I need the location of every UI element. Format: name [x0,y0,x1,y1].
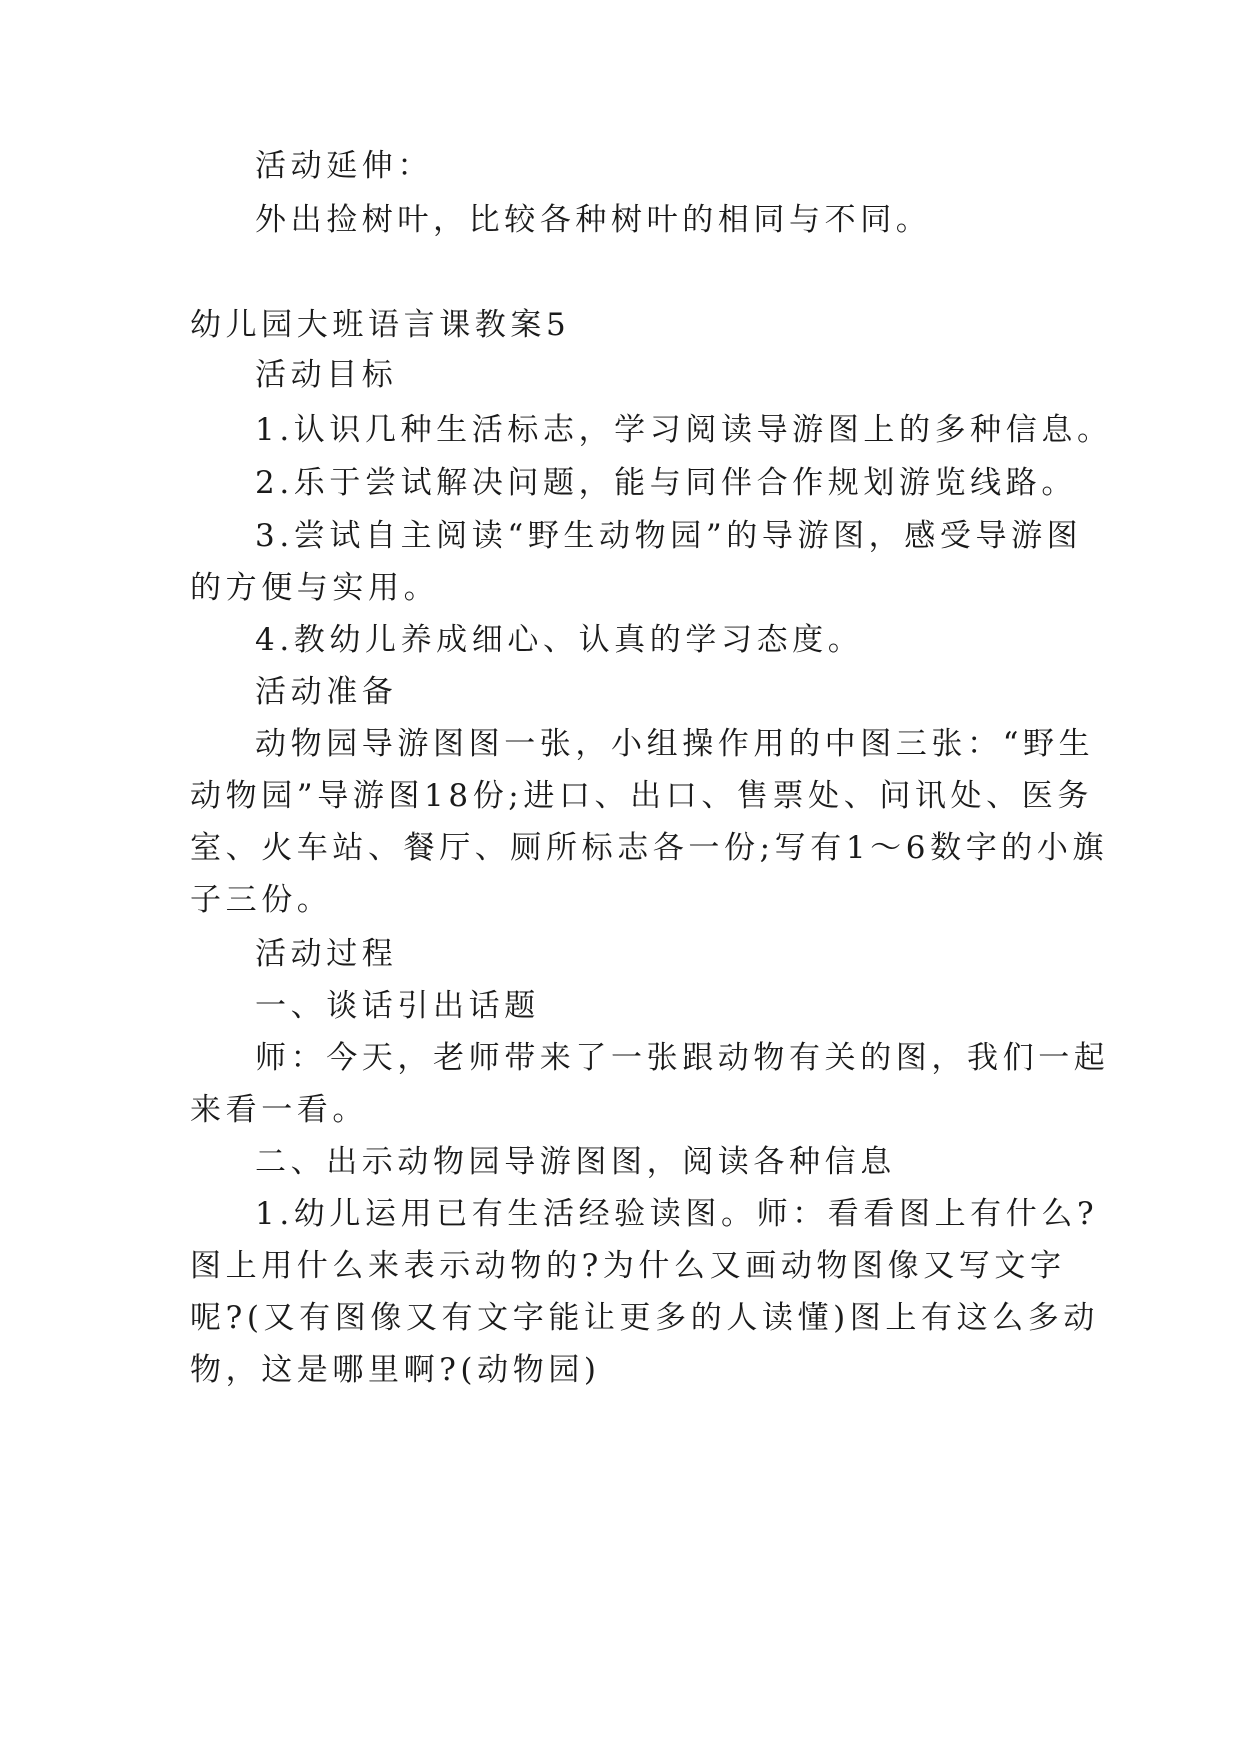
section-heading-goals: 活动目标 [255,357,398,393]
list-item: 4.教幼儿养成细心、认真的学习态度。 [255,622,864,658]
lesson-title: 幼儿园大班语言课教案5 [190,307,571,343]
list-item: 2.乐于尝试解决问题，能与同伴合作规划游览线路。 [255,465,1077,501]
list-item-continuation: 的方便与实用。 [190,570,440,606]
list-item: 3.尝试自主阅读“野生动物园”的导游图，感受导游图 [255,518,1083,554]
section-heading-process: 活动过程 [255,936,398,972]
paragraph-line: 师：今天，老师带来了一张跟动物有关的图，我们一起 [255,1040,1110,1076]
paragraph-line: 图上用什么来表示动物的?为什么又画动物图像又写文字 [190,1248,1066,1284]
paragraph-line: 物，这是哪里啊?(动物园) [190,1352,601,1388]
paragraph-line: 外出捡树叶，比较各种树叶的相同与不同。 [255,202,932,238]
list-item: 1.认识几种生活标志，学习阅读导游图上的多种信息。 [255,412,1113,448]
paragraph-line: 动物园导游图图一张，小组操作用的中图三张：“野生 [255,726,1095,762]
paragraph-line: 子三份。 [190,882,333,918]
paragraph-line: 动物园”导游图18份;进口、出口、售票处、问讯处、医务 [190,778,1093,814]
extension-heading: 活动延伸： [255,148,433,184]
paragraph-line: 室、火车站、餐厅、厕所标志各一份;写有1～6数字的小旗 [190,830,1109,866]
subsection-heading: 二、出示动物园导游图图，阅读各种信息 [255,1144,896,1180]
paragraph-line: 1.幼儿运用已有生活经验读图。师：看看图上有什么? [255,1196,1099,1232]
paragraph-line: 来看一看。 [190,1092,368,1128]
section-heading-preparation: 活动准备 [255,674,398,710]
subsection-heading: 一、谈话引出话题 [255,988,540,1024]
paragraph-line: 呢?(又有图像又有文字能让更多的人读懂)图上有这么多动 [190,1300,1100,1336]
